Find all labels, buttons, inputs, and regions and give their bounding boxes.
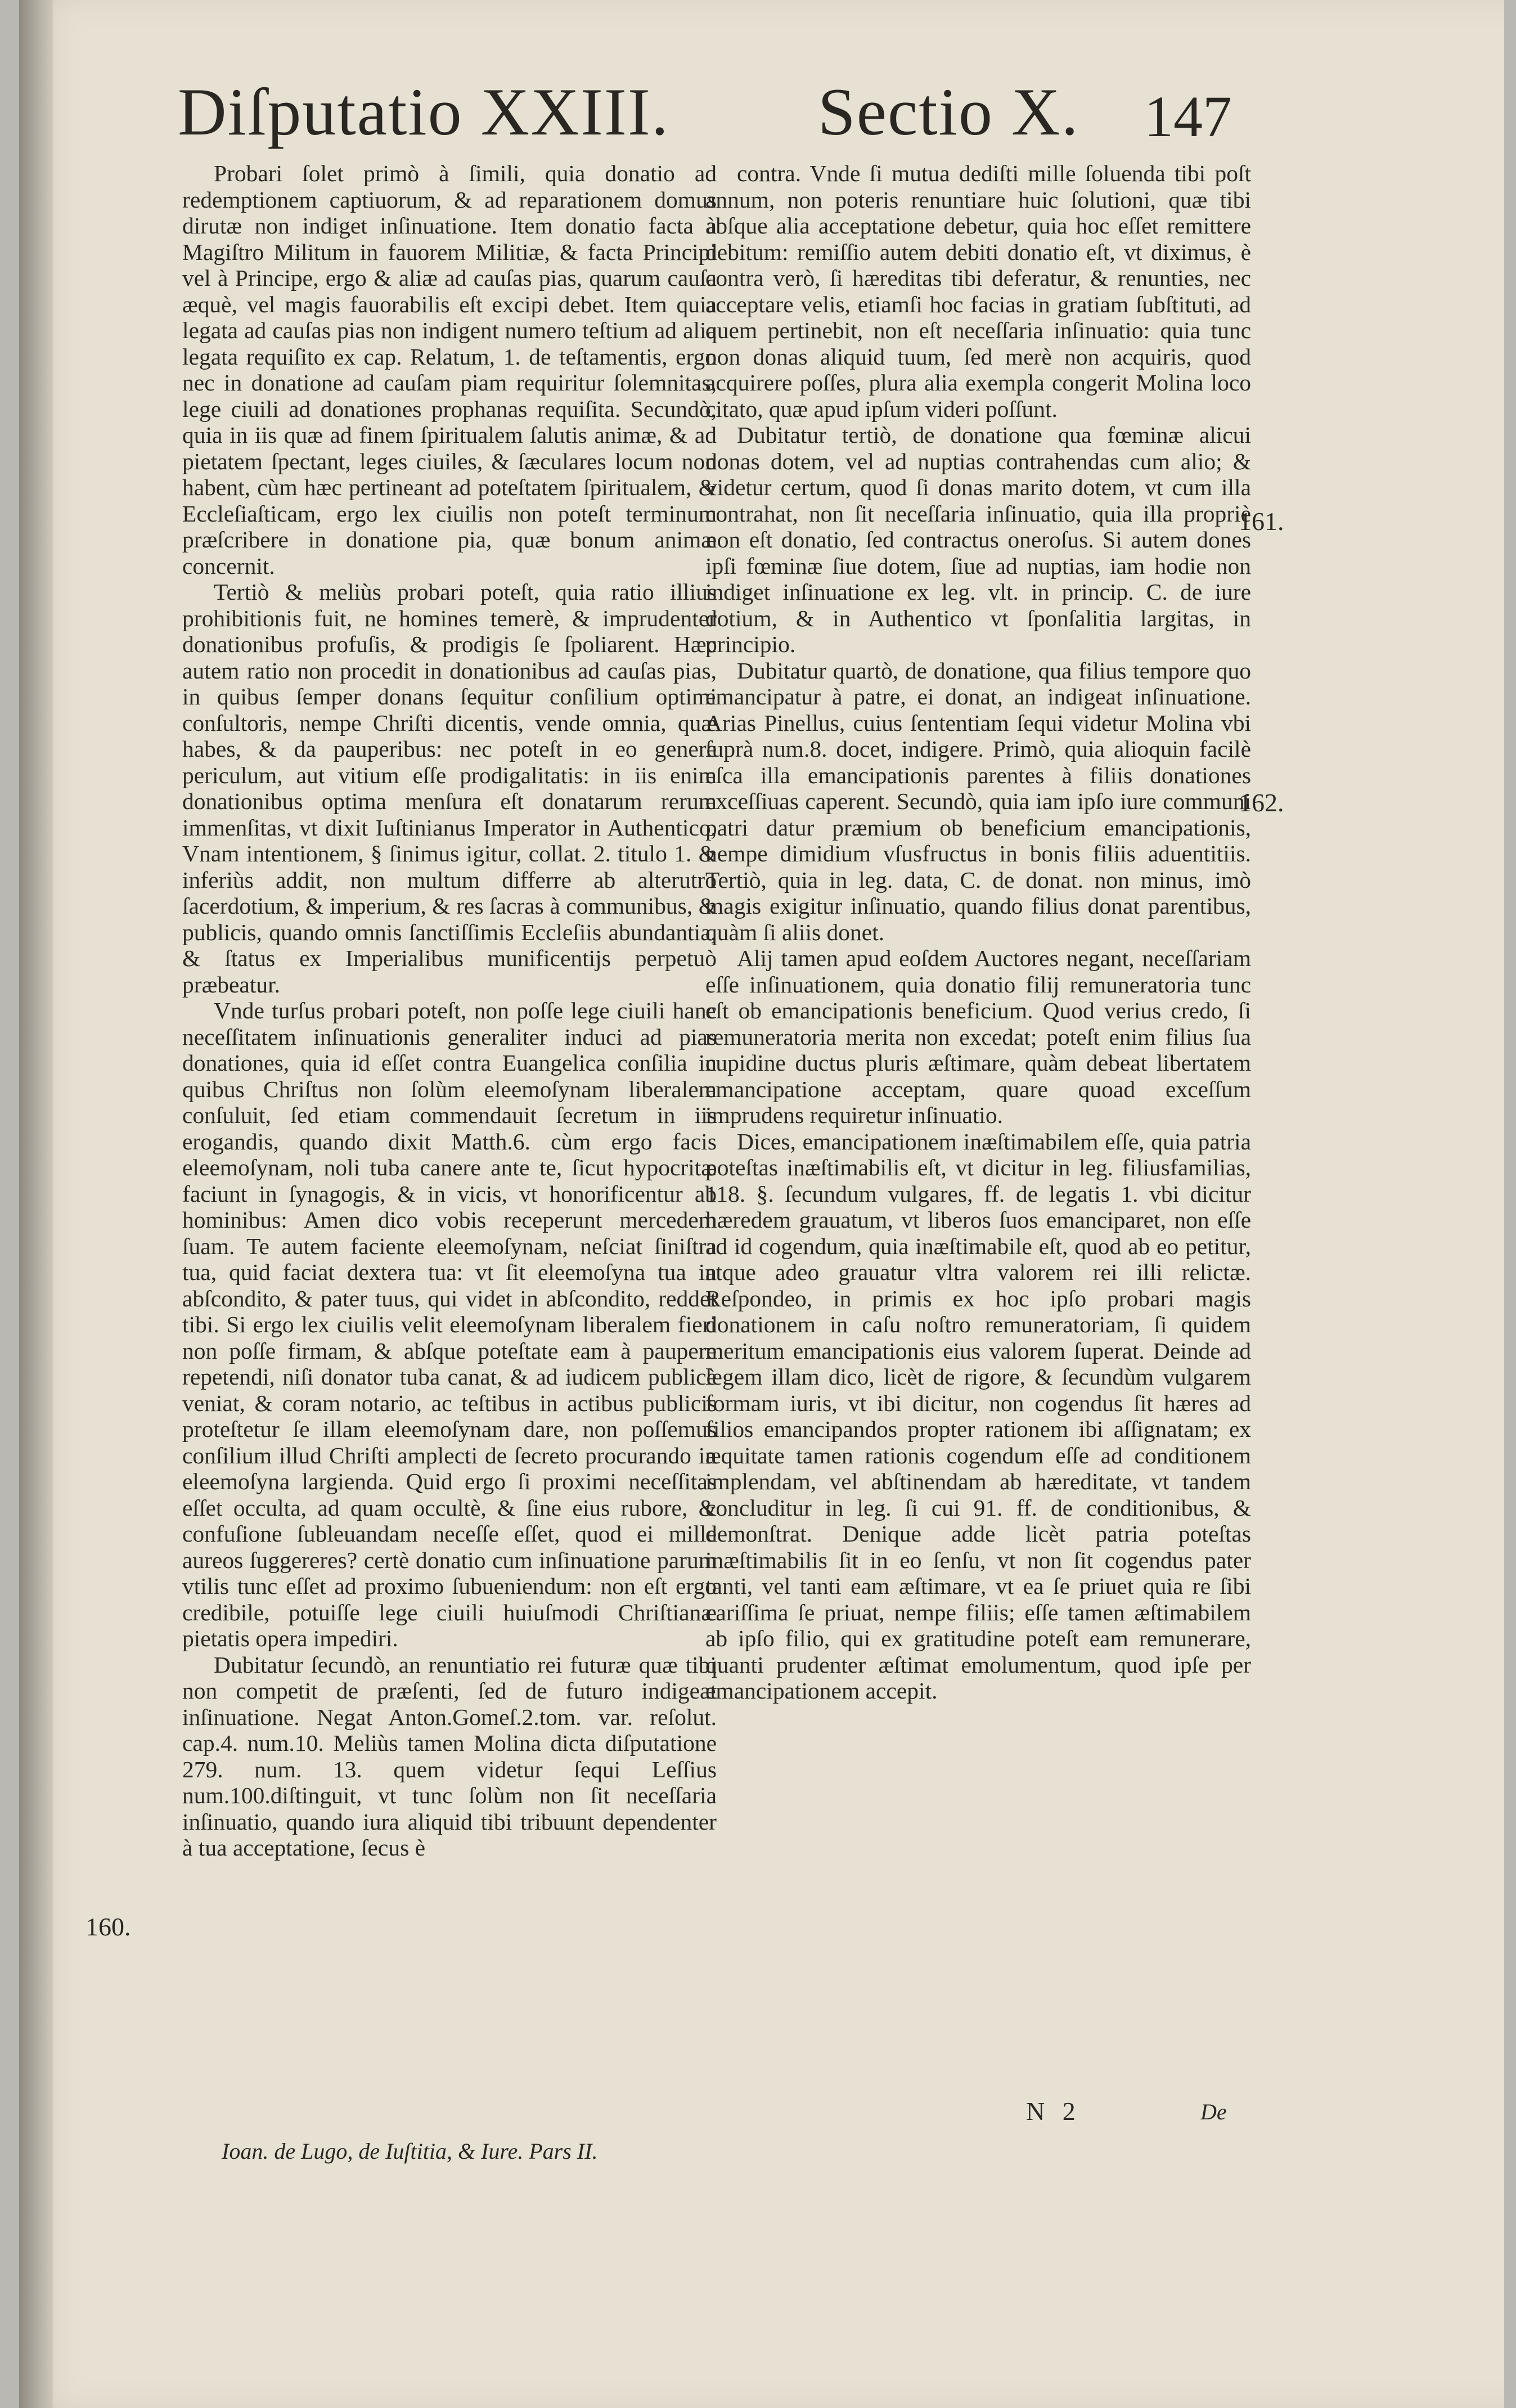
- running-header: [19, 73, 1504, 163]
- header-section: Sectio X.: [818, 74, 1079, 149]
- margin-number-160: 160.: [86, 1912, 131, 1941]
- page-number: 147: [1144, 84, 1232, 149]
- right-column: [705, 160, 1251, 1704]
- paragraph: Dubitatur quartò, de donatione, qua filius tempore quo emancipatur à patre, ei donat, an indigeat inſinuatione. Arias Pinellus, cuius ſententiam ſequi videtur Molina vbi ſuprà num.8. docet, indigere. Primò, quia alioquin facilè eſca illa emancipationis parentes à filiis donationes exceſſiuas caperent. Secundò, quia iam ipſo iure communi patri datur præmium ob beneficium emancipationis, nempe dimidium vſusfructus in bonis filiis aduentitiis. Tertiò, quia in leg. data, C. de donat. non minus, imò magis exigitur inſinuatio, quando filius donat parentibus, quàm ſi aliis donet.: [705, 657, 1251, 945]
- page-gutter: [19, 0, 53, 2408]
- signature-mark: N 2: [1026, 2097, 1081, 2126]
- catchword: De: [1200, 2099, 1227, 2124]
- paragraph: Dubitatur tertiò, de donatione qua fœminæ alicui donas dotem, vel ad nuptias contrahendas cum alio; & videtur certum, quod ſi donas marito dotem, vt cum illa contrahat, non ſit neceſſaria inſinuatio, quia illa propriè non eſt donatio, ſed contractus oneroſus. Si autem dones ipſi fœminæ ſiue dotem, ſiue ad nuptias, iam hodie non indiget inſinuatione ex leg. vlt. in princip. C. de iure dotium, & in Authentico vt ſponſalitia largitas, in principio.: [705, 422, 1251, 657]
- paragraph: Dubitatur ſecundò, an renuntiatio rei futuræ quæ tibi non competit de præſenti, ſed de futuro indigeat inſinuatione. Negat Anton.Gomeſ.2.tom. var. reſolut. cap.4. num.10. Meliùs tamen Molina dicta diſputatione 279. num. 13. quem videtur ſequi Leſſius num.100.diſtinguit, vt tunc ſolùm non ſit neceſſaria inſinuatio, quando iura aliquid tibi tribuunt dependenter à tua acceptatione, ſecus è: [182, 1651, 717, 1861]
- left-column: [182, 160, 717, 1861]
- paragraph: contra. Vnde ſi mutua dediſti mille ſoluenda tibi poſt annum, non poteris renuntiare huic ſolutioni, quæ tibi abſque alia acceptatione debetur, quia hoc eſſet remittere debitum: remiſſio autem debiti donatio eſt, vt diximus, è contra verò, ſi hæreditas tibi deferatur, & renunties, nec acceptare velis, etiamſi hoc facias in gratiam ſubſtituti, ad quem pertinebit, non eſt neceſſaria inſinuatio: quia tunc non donas aliquid tuum, ſed merè non acquiris, quod acquirere poſſes, plura alia exempla congerit Molina loco citato, quæ apud ipſum videri poſſunt.: [705, 160, 1251, 422]
- paragraph: Probari ſolet primò à ſimili, quia donatio ad redemptionem captiuorum, & ad reparationem domus dirutæ non indiget inſinuatione. Item donatio facta à Magiſtro Militum in fauorem Militiæ, & facta Principi vel à Principe, ergo & aliæ ad cauſas pias, quarum cauſa æquè, vel magis fauorabilis eſt excipi debet. Item quia legata ad cauſas pias non indigent numero teſtium ad alia legata requiſito ex cap. Relatum, 1. de teſtamentis, ergo nec in donatione ad cauſam piam requiritur ſolemnitas, lege ciuili ad donationes prophanas requiſita. Secundò, quia in iis quæ ad finem ſpiritualem ſalutis animæ, & ad pietatem ſpectant, leges ciuiles, & ſæculares locum non habent, cùm hæc pertineant ad poteſtatem ſpiritualem, & Eccleſiaſticam, ergo lex ciuilis non poteſt terminum præſcribere in donatione pia, quæ bonum animæ concernit.: [182, 160, 717, 579]
- margin-number-161: 161.: [1239, 507, 1284, 536]
- paragraph: Vnde turſus probari poteſt, non poſſe lege ciuili hanc neceſſitatem inſinuationis generaliter induci ad pias donationes, quia id eſſet contra Euangelica conſilia in quibus Chriſtus non ſolùm eleemoſynam liberalem conſuluit, ſed etiam commendauit ſecretum in iis erogandis, quando dixit Matth.6. cùm ergo facis eleemoſynam, noli tuba canere ante te, ſicut hypocritæ faciunt in ſynagogis, & in vicis, vt honorificentur ab hominibus: Amen dico vobis receperunt mercedem ſuam. Te autem faciente eleemoſynam, neſciat ſiniſtra tua, quid faciat dextera tua: vt ſit eleemoſyna tua in abſcondito, & pater tuus, qui videt in abſcondito, reddet tibi. Si ergo lex ciuilis velit eleemoſynam liberalem fieri non poſſe firmam, & abſque poteſtate eam à paupere repetendi, niſi donator tuba canat, & ad iudicem publicè veniat, & coram notario, ac teſtibus in actibus publicis proteſtetur ſe illam eleemoſynam dare, non poſſemus conſilium illud Chriſti amplecti de ſecreto procurando in eleemoſyna largienda. Quid ergo ſi proximi neceſſitas eſſet occulta, ad quam occultè, & ſine eius rubore, & confuſione ſubleuandam neceſſe eſſet, quod ei mille aureos ſuggereres? certè donatio cum inſinuatione parum vtilis tunc eſſet ad proximo ſubueniendum: non eſt ergo credibile, potuiſſe lege ciuili huiuſmodi Chriſtianæ pietatis opera impediri.: [182, 998, 717, 1651]
- paragraph: Alij tamen apud eoſdem Auctores negant, neceſſariam eſſe inſinuationem, quia donatio filij remuneratoria tunc eſt ob emancipationis beneficium. Quod verius credo, ſi remuneratoria merita non excedat; poteſt enim filius ſua cupidine ductus pluris æſtimare, quàm debeat libertatem emancipatione acceptam, quare quoad exceſſum imprudens requiretur inſinuatio.: [705, 945, 1251, 1128]
- margin-number-162: 162.: [1239, 788, 1284, 817]
- running-footer: Ioan. de Lugo, de Iuſtitia, & Iure. Pars II.: [222, 2139, 598, 2164]
- paragraph: Tertiò & meliùs probari poteſt, quia ratio illius prohibitionis fuit, ne homines temerè, & imprudenter donationibus profuſis, & prodigis ſe ſpoliarent. Hæc autem ratio non procedit in donationibus ad cauſas pias, in quibus ſemper donans ſequitur conſilium optimi conſultoris, nempe Chriſti dicentis, vende omnia, quæ habes, & da pauperibus: nec poteſt in eo genere periculum, aut vitium eſſe prodigalitatis: in iis enim donationibus optima menſura eſt donatarum rerum immenſitas, vt dixit Iuſtinianus Imperator in Authentico, Vnam intentionem, § ſinimus igitur, collat. 2. titulo 1. & inferiùs addit, non multum differre ab alterutro ſacerdotium, & imperium, & res ſacras à communibus, & publicis, quando omnis ſanctiſſimis Eccleſiis abundantia, & ſtatus ex Imperialibus munificentijs perpetuò præbeatur.: [182, 579, 717, 998]
- paragraph: Dices, emancipationem inæſtimabilem eſſe, quia patria poteſtas inæſtimabilis eſt, vt dicitur in leg. filiusfamilias, 118. §. ſecundum vulgares, ff. de legatis 1. vbi dicitur hæredem grauatum, vt liberos ſuos emanciparet, non eſſe ad id cogendum, quia inæſtimabile eſt, quod ab eo petitur, atque adeo grauatur vltra valorem rei illi relictæ. Reſpondeo, in primis ex hoc ipſo probari magis donationem in caſu noſtro remuneratoriam, ſi quidem meritum emancipationis eius valorem ſuperat. Deinde ad legem illam dico, licèt de rigore, & ſecundùm vulgarem formam iuris, vt ibi dicitur, non cogendus ſit hæres ad filios emancipandos propter rationem ibi aſſignatam; ex æquitate tamen rationis cogendum eſſe ad conditionem implendam, vel abſtinendam ab hæreditate, vt tandem concluditur in leg. ſi cui 91. ff. de conditionibus, & demonſtrat. Denique adde licèt patria poteſtas inæſtimabilis ſit in eo ſenſu, vt non ſit cogendus pater tanti, vel tanti eam æſtimare, vt ea ſe priuet quia re ſibi cariſſima ſe priuat, nempe filiis; eſſe tamen æſtimabilem ab ipſo filio, qui ex gratitudine poteſt eam remunerare, quanti prudenter æſtimat emolumentum, quod ipſe per emancipationem accepit.: [705, 1128, 1251, 1704]
- book-page: [19, 0, 1504, 2408]
- header-title: Diſputatio XXIII.: [178, 74, 669, 149]
